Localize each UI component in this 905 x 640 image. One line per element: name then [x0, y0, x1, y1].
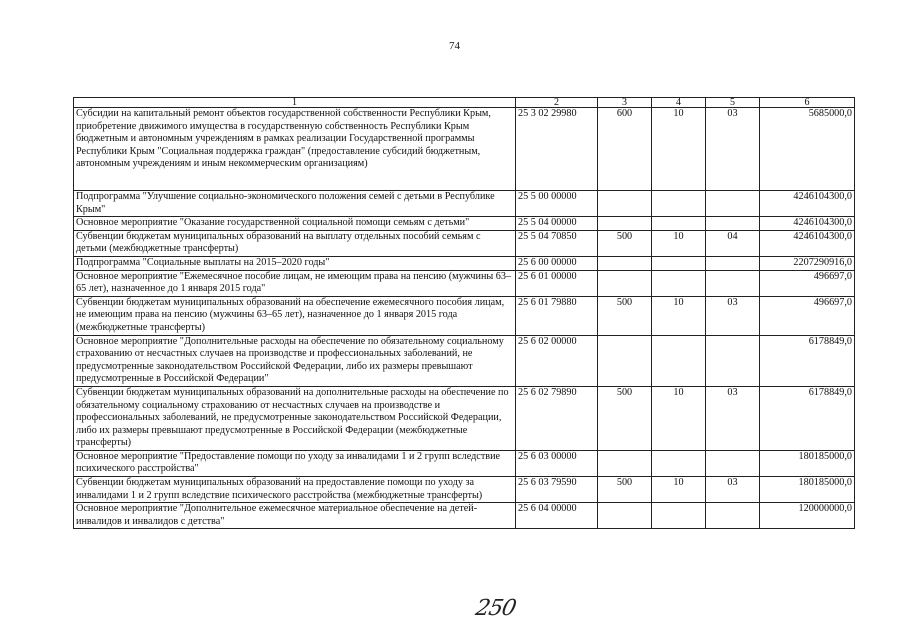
table-header-row — [74, 98, 855, 108]
row-col3 — [598, 191, 652, 217]
row-amount: 6178849,0 — [760, 335, 855, 386]
row-col4: 10 — [652, 296, 706, 335]
table-row — [74, 270, 855, 296]
row-col4: 10 — [652, 108, 706, 191]
row-col4 — [652, 256, 706, 270]
row-col4 — [652, 335, 706, 386]
table-row — [74, 256, 855, 270]
table-row — [74, 230, 855, 256]
row-amount: 5685000,0 — [760, 108, 855, 191]
row-description: Субвенции бюджетам муниципальных образований на предоставление помощи по уходу за инвалидами 1 и 2 групп вследствие психического расстройства (межбюджетные трансферты) — [74, 477, 516, 503]
column-header: 1 — [74, 98, 516, 108]
row-amount: 180185000,0 — [760, 450, 855, 476]
row-col5 — [706, 450, 760, 476]
column-header: 4 — [652, 98, 706, 108]
row-code: 25 5 00 00000 — [516, 191, 598, 217]
row-description: Основное мероприятие "Оказание государственной социальной помощи семьям с детьми" — [74, 217, 516, 231]
row-amount: 180185000,0 — [760, 477, 855, 503]
table-row — [74, 386, 855, 450]
row-description: Основное мероприятие "Дополнительные расходы на обеспечение по обязательному социальному страхованию от несчастных случаев на производстве и профессиональных заболеваний, не предусмотренные законодательством Российской Федерации, либо их размеры превышают предусмотренные в Российской Федерации" — [74, 335, 516, 386]
row-col3 — [598, 335, 652, 386]
page-number: 74 — [449, 40, 460, 52]
row-amount: 6178849,0 — [760, 386, 855, 450]
row-amount: 2207290916,0 — [760, 256, 855, 270]
row-description: Субсидии на капитальный ремонт объектов государственной собственности Республики Крым, приобретение движимого имущества в государственную собственность Республики Крым бюджетным и автономным учреждениям в рамках реализации Государственной программы Республики Крым "Социальная поддержка граждан" (предоставление субсидий бюджетным, автономным учреждениям и иным некоммерческим организациям) — [74, 108, 516, 191]
row-col4 — [652, 217, 706, 231]
row-col3: 500 — [598, 477, 652, 503]
row-col3 — [598, 217, 652, 231]
table-row — [74, 191, 855, 217]
row-col5 — [706, 217, 760, 231]
table-row — [74, 296, 855, 335]
column-header: 2 — [516, 98, 598, 108]
table-row — [74, 477, 855, 503]
column-header: 6 — [760, 98, 855, 108]
row-col3: 500 — [598, 296, 652, 335]
row-code: 25 6 03 00000 — [516, 450, 598, 476]
budget-table — [73, 97, 855, 529]
row-col5: 04 — [706, 230, 760, 256]
table-row — [74, 450, 855, 476]
row-col5: 03 — [706, 386, 760, 450]
row-code: 25 6 00 00000 — [516, 256, 598, 270]
row-amount: 4246104300,0 — [760, 191, 855, 217]
row-amount: 496697,0 — [760, 270, 855, 296]
table-row — [74, 335, 855, 386]
column-header: 3 — [598, 98, 652, 108]
row-col4 — [652, 503, 706, 529]
table-row — [74, 108, 855, 191]
row-col4: 10 — [652, 477, 706, 503]
row-code: 25 6 04 00000 — [516, 503, 598, 529]
row-col5: 03 — [706, 296, 760, 335]
table-row — [74, 503, 855, 529]
row-code: 25 6 01 00000 — [516, 270, 598, 296]
row-col5 — [706, 503, 760, 529]
row-description: Подпрограмма "Улучшение социально-экономического положения семей с детьми в Республике Крым" — [74, 191, 516, 217]
handwritten-page-note: 250 — [473, 596, 518, 621]
table-row — [74, 217, 855, 231]
row-col5: 03 — [706, 108, 760, 191]
row-col3 — [598, 450, 652, 476]
row-description: Основное мероприятие "Дополнительное ежемесячное материальное обеспечение на детей-инвалидов и инвалидов с детства" — [74, 503, 516, 529]
row-amount: 120000000,0 — [760, 503, 855, 529]
row-col4: 10 — [652, 230, 706, 256]
row-col4: 10 — [652, 386, 706, 450]
row-code: 25 3 02 29980 — [516, 108, 598, 191]
row-description: Основное мероприятие "Предоставление помощи по уходу за инвалидами 1 и 2 групп вследствие психического расстройства" — [74, 450, 516, 476]
column-header: 5 — [706, 98, 760, 108]
row-col3 — [598, 256, 652, 270]
row-code: 25 6 02 00000 — [516, 335, 598, 386]
row-description: Субвенции бюджетам муниципальных образований на обеспечение ежемесячного пособия лицам, не имеющим права на пенсию (мужчины 63–65 лет), назначенное до 1 января 2015 года (межбюджетные трансферты) — [74, 296, 516, 335]
row-col5 — [706, 256, 760, 270]
row-col3 — [598, 270, 652, 296]
row-code: 25 6 02 79890 — [516, 386, 598, 450]
row-code: 25 5 04 70850 — [516, 230, 598, 256]
row-col3 — [598, 503, 652, 529]
row-code: 25 6 01 79880 — [516, 296, 598, 335]
row-col5: 03 — [706, 477, 760, 503]
row-description: Субвенции бюджетам муниципальных образований на выплату отдельных пособий семьям с детьми (межбюджетные трансферты) — [74, 230, 516, 256]
row-amount: 496697,0 — [760, 296, 855, 335]
row-col3: 500 — [598, 386, 652, 450]
row-col5 — [706, 335, 760, 386]
row-col5 — [706, 270, 760, 296]
row-col3: 600 — [598, 108, 652, 191]
row-code: 25 5 04 00000 — [516, 217, 598, 231]
row-col4 — [652, 270, 706, 296]
row-amount: 4246104300,0 — [760, 230, 855, 256]
row-col4 — [652, 191, 706, 217]
row-description: Основное мероприятие "Ежемесячное пособие лицам, не имеющим права на пенсию (мужчины 63–65 лет), назначенное до 1 января 2015 года" — [74, 270, 516, 296]
row-col3: 500 — [598, 230, 652, 256]
row-amount: 4246104300,0 — [760, 217, 855, 231]
row-code: 25 6 03 79590 — [516, 477, 598, 503]
row-col5 — [706, 191, 760, 217]
row-description: Субвенции бюджетам муниципальных образований на дополнительные расходы на обеспечение по обязательному социальному страхованию от несчастных случаев на производстве и профессиональных заболеваний, не предусмотренные законодательством Российской Федерации, либо их размеры превышают предусмотренные в Российской Федерации (межбюджетные трансферты) — [74, 386, 516, 450]
row-description: Подпрограмма "Социальные выплаты на 2015–2020 годы" — [74, 256, 516, 270]
row-col4 — [652, 450, 706, 476]
